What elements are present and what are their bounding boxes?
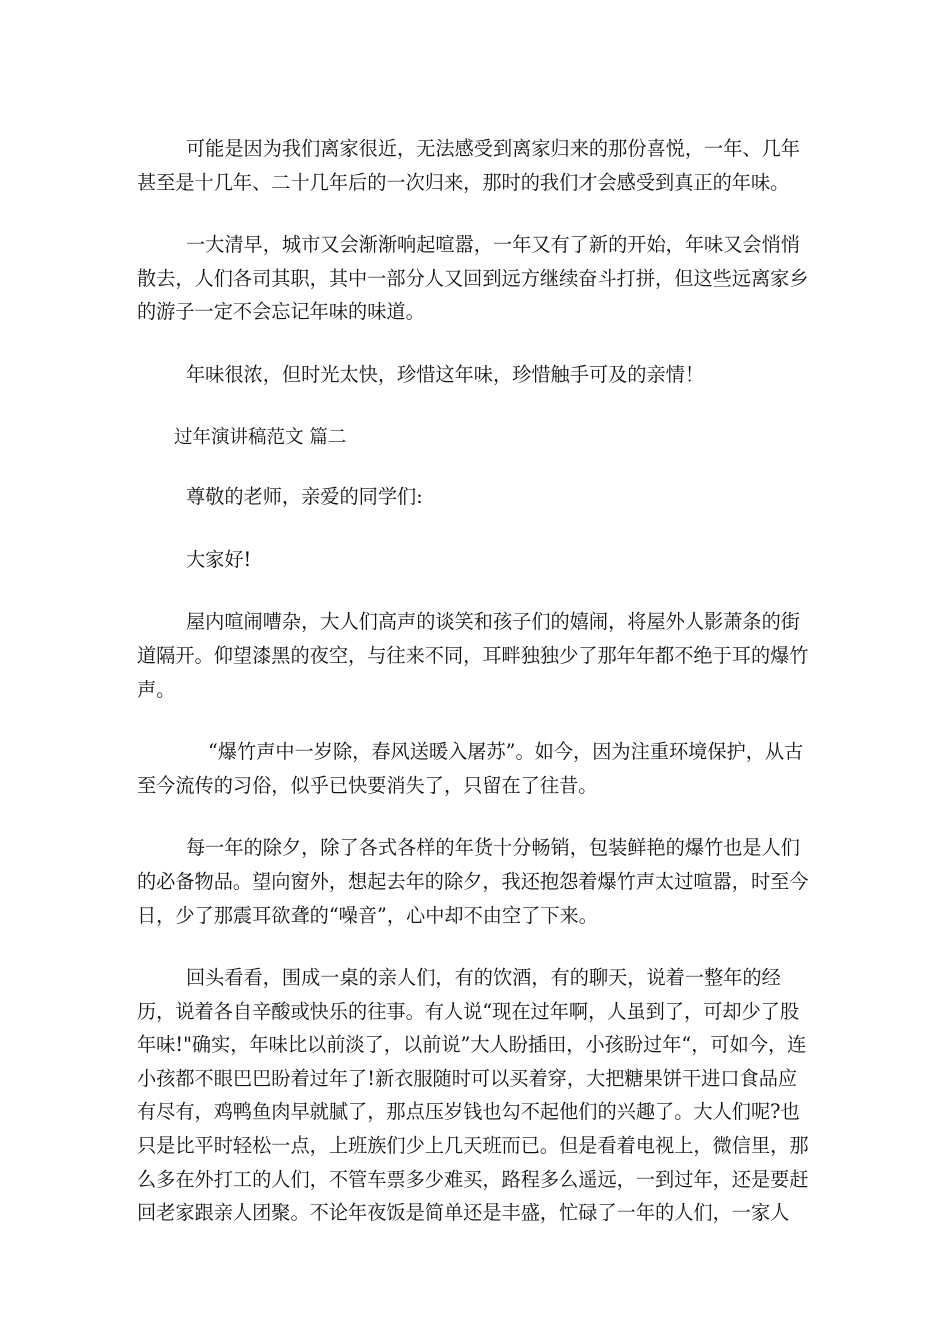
paragraph: 回头看看，围成一桌的亲人们，有的饮酒，有的聊天，说着一整年的经历，说着各自辛酸或快乐的往事。有人说“现在过年啊，人虽到了，可却少了股年味!"确实，年味比以前淡了，以前说”大人盼插田，小孩盼过年“，可如今，连小孩都不眼巴巴盼着过年了!新衣服随时可以买着穿，大把糖果饼干进口食品应有尽有，鸡鸭鱼肉早就腻了，那点压岁钱也勾不起他们的兴趣了。大人们呢?也只是比平时轻松一点，上班族们少上几天班而已。但是看着电视上，微信里，那么多在外打工的人们，不管车票多少难买，路程多么遥远，一到过年，还是要赶回老家跟亲人团聚。不论年夜饭是简单还是丰盛，忙碌了一年的人们，一家人 (137, 966, 809, 1225)
salutation: 尊敬的老师，亲爱的同学们: (185, 485, 423, 509)
paragraph: 可能是因为我们离家很近，无法感受到离家归来的那份喜悦，一年、几年甚至是十几年、二十几年后的一次归来，那时的我们才会感受到真正的年味。 (137, 137, 800, 194)
paragraph: 年味很浓，但时光太快，珍惜这年味，珍惜触手可及的亲情！ (185, 362, 705, 386)
paragraph: 每一年的除夕，除了各式各样的年货十分畅销，包装鲜艳的爆竹也是人们的必备物品。望向窗外，想起去年的除夕，我还抱怨着爆竹声太过喧嚣，时至今日，少了那震耳欲聋的“噪音”，心中却不由空了下来。 (137, 836, 809, 927)
document-body (137, 132, 809, 1259)
paragraph: 屋内喧闹嘈杂，大人们高声的谈笑和孩子们的嬉闹，将屋外人影萧条的街道隔开。仰望漆黑的夜空，与往来不同，耳畔独独少了那年年都不绝于耳的爆竹声。 (137, 610, 809, 701)
greeting: 大家好! (185, 547, 252, 571)
section-heading: 过年演讲稿范文 篇二 (174, 426, 347, 448)
paragraph: “爆竹声中一岁除，春风送暖入屠苏”。如今，因为注重环境保护，从古至今流传的习俗，似乎已快要消失了，只留在了往昔。 (137, 740, 804, 797)
paragraph: 一大清早，城市又会渐渐响起喧嚣，一年又有了新的开始，年味又会悄悄散去，人们各司其职，其中一部分人又回到远方继续奋斗打拼，但这些远离家乡的游子一定不会忘记年味的味道。 (137, 233, 809, 324)
